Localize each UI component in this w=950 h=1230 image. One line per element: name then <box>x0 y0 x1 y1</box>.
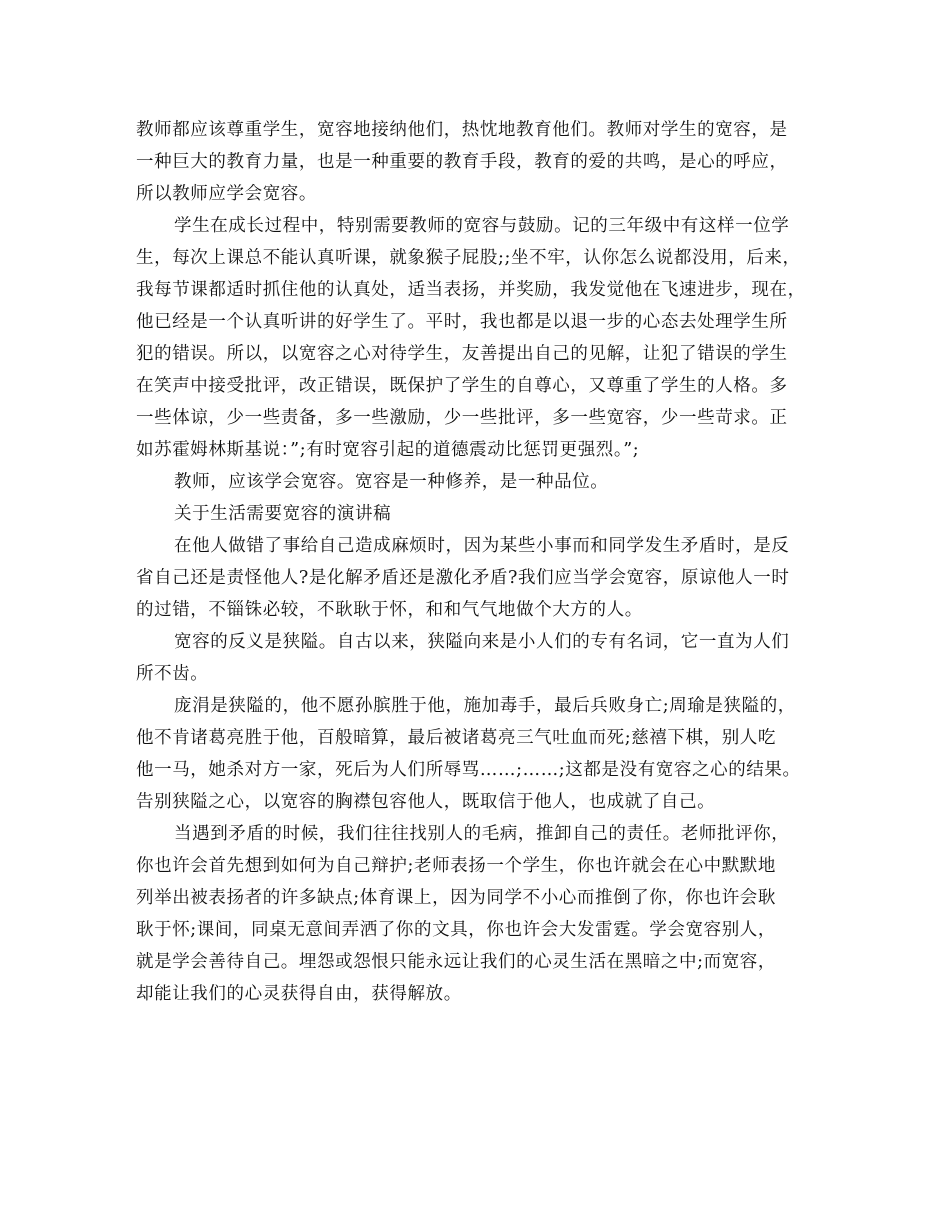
text-line: 学生在成长过程中，特别需要教师的宽容与鼓励。记的三年级中有这样一位学 <box>174 216 790 236</box>
text-line: 如苏霍姆林斯基说：”;有时宽容引起的道德震动比惩罚更强烈。”; <box>136 440 640 460</box>
text-line: 教师，应该学会宽容。宽容是一种修养，是一种品位。 <box>174 472 609 492</box>
text-line: 所以教师应学会宽容。 <box>136 184 317 204</box>
text-line: 在他人做错了事给自己造成麻烦时，因为某些小事而和同学发生矛盾时，是反 <box>174 536 790 556</box>
text-line: 他不肯诸葛亮胜于他，百般暗算，最后被诸葛亮三气吐血而死;慈禧下棋，别人吃 <box>136 728 776 748</box>
document-body <box>136 114 826 1010</box>
text-line: 庞涓是狭隘的，他不愿孙膑胜于他，施加毒手，最后兵败身亡;周瑜是狭隘的， <box>174 696 796 716</box>
text-line: 当遇到矛盾的时候，我们往往找别人的毛病，推卸自己的责任。老师批评你， <box>174 824 790 844</box>
text-line: 我每节课都适时抓住他的认真处，适当表扬，并奖励，我发觉他在飞速进步，现在， <box>136 280 806 300</box>
text-line: 教师都应该尊重学生，宽容地接纳他们，热忱地教育他们。教师对学生的宽容，是 <box>136 120 788 140</box>
text-line: 却能让我们的心灵获得自由，获得解放。 <box>136 984 462 1004</box>
text-line: 列举出被表扬者的许多缺点;体育课上，因为同学不小心而推倒了你，你也许会耿 <box>136 888 776 908</box>
section-heading: 关于生活需要宽容的演讲稿 <box>174 504 392 524</box>
text-line: 一种巨大的教育力量，也是一种重要的教育手段，教育的爱的共鸣，是心的呼应， <box>136 152 788 172</box>
text-line: 犯的错误。所以，以宽容之心对待学生，友善提出自己的见解，让犯了错误的学生 <box>136 344 788 364</box>
text-line: 一些体谅，少一些责备，多一些激励，少一些批评，多一些宽容，少一些苛求。正 <box>136 408 788 428</box>
text-line: 宽容的反义是狭隘。自古以来，狭隘向来是小人们的专有名词，它一直为人们 <box>174 632 790 652</box>
text-line: 耿于怀;课间，同桌无意间弄洒了你的文具，你也许会大发雷霆。学会宽容别人， <box>136 920 776 940</box>
text-line: 的过错，不锱铢必较，不耿耿于怀，和和气气地做个大方的人。 <box>136 600 643 620</box>
text-line: 生，每次上课总不能认真听课，就象猴子屁股;;坐不牢，认你怎么说都没用，后来， <box>136 248 801 268</box>
text-line: 就是学会善待自己。埋怨或怨恨只能永远让我们的心灵生活在黑暗之中;而宽容， <box>136 952 776 972</box>
text-line: 省自己还是责怪他人?是化解矛盾还是激化矛盾?我们应当学会宽容，原谅他人一时 <box>136 568 790 588</box>
text-line: 他一马，她杀对方一家，死后为人们所辱骂……;……;这都是没有宽容之心的结果。 <box>136 760 801 780</box>
text-line: 告别狭隘之心，以宽容的胸襟包容他人，既取信于他人，也成就了自己。 <box>136 792 716 812</box>
text-line: 在笑声中接受批评，改正错误，既保护了学生的自尊心，又尊重了学生的人格。多 <box>136 376 788 396</box>
text-line: 他已经是一个认真听讲的好学生了。平时，我也都是以退一步的心态去处理学生所 <box>136 312 788 332</box>
text-line: 所不齿。 <box>136 664 209 684</box>
text-line: 你也许会首先想到如何为自己辩护;老师表扬一个学生，你也许就会在心中默默地 <box>136 856 776 876</box>
